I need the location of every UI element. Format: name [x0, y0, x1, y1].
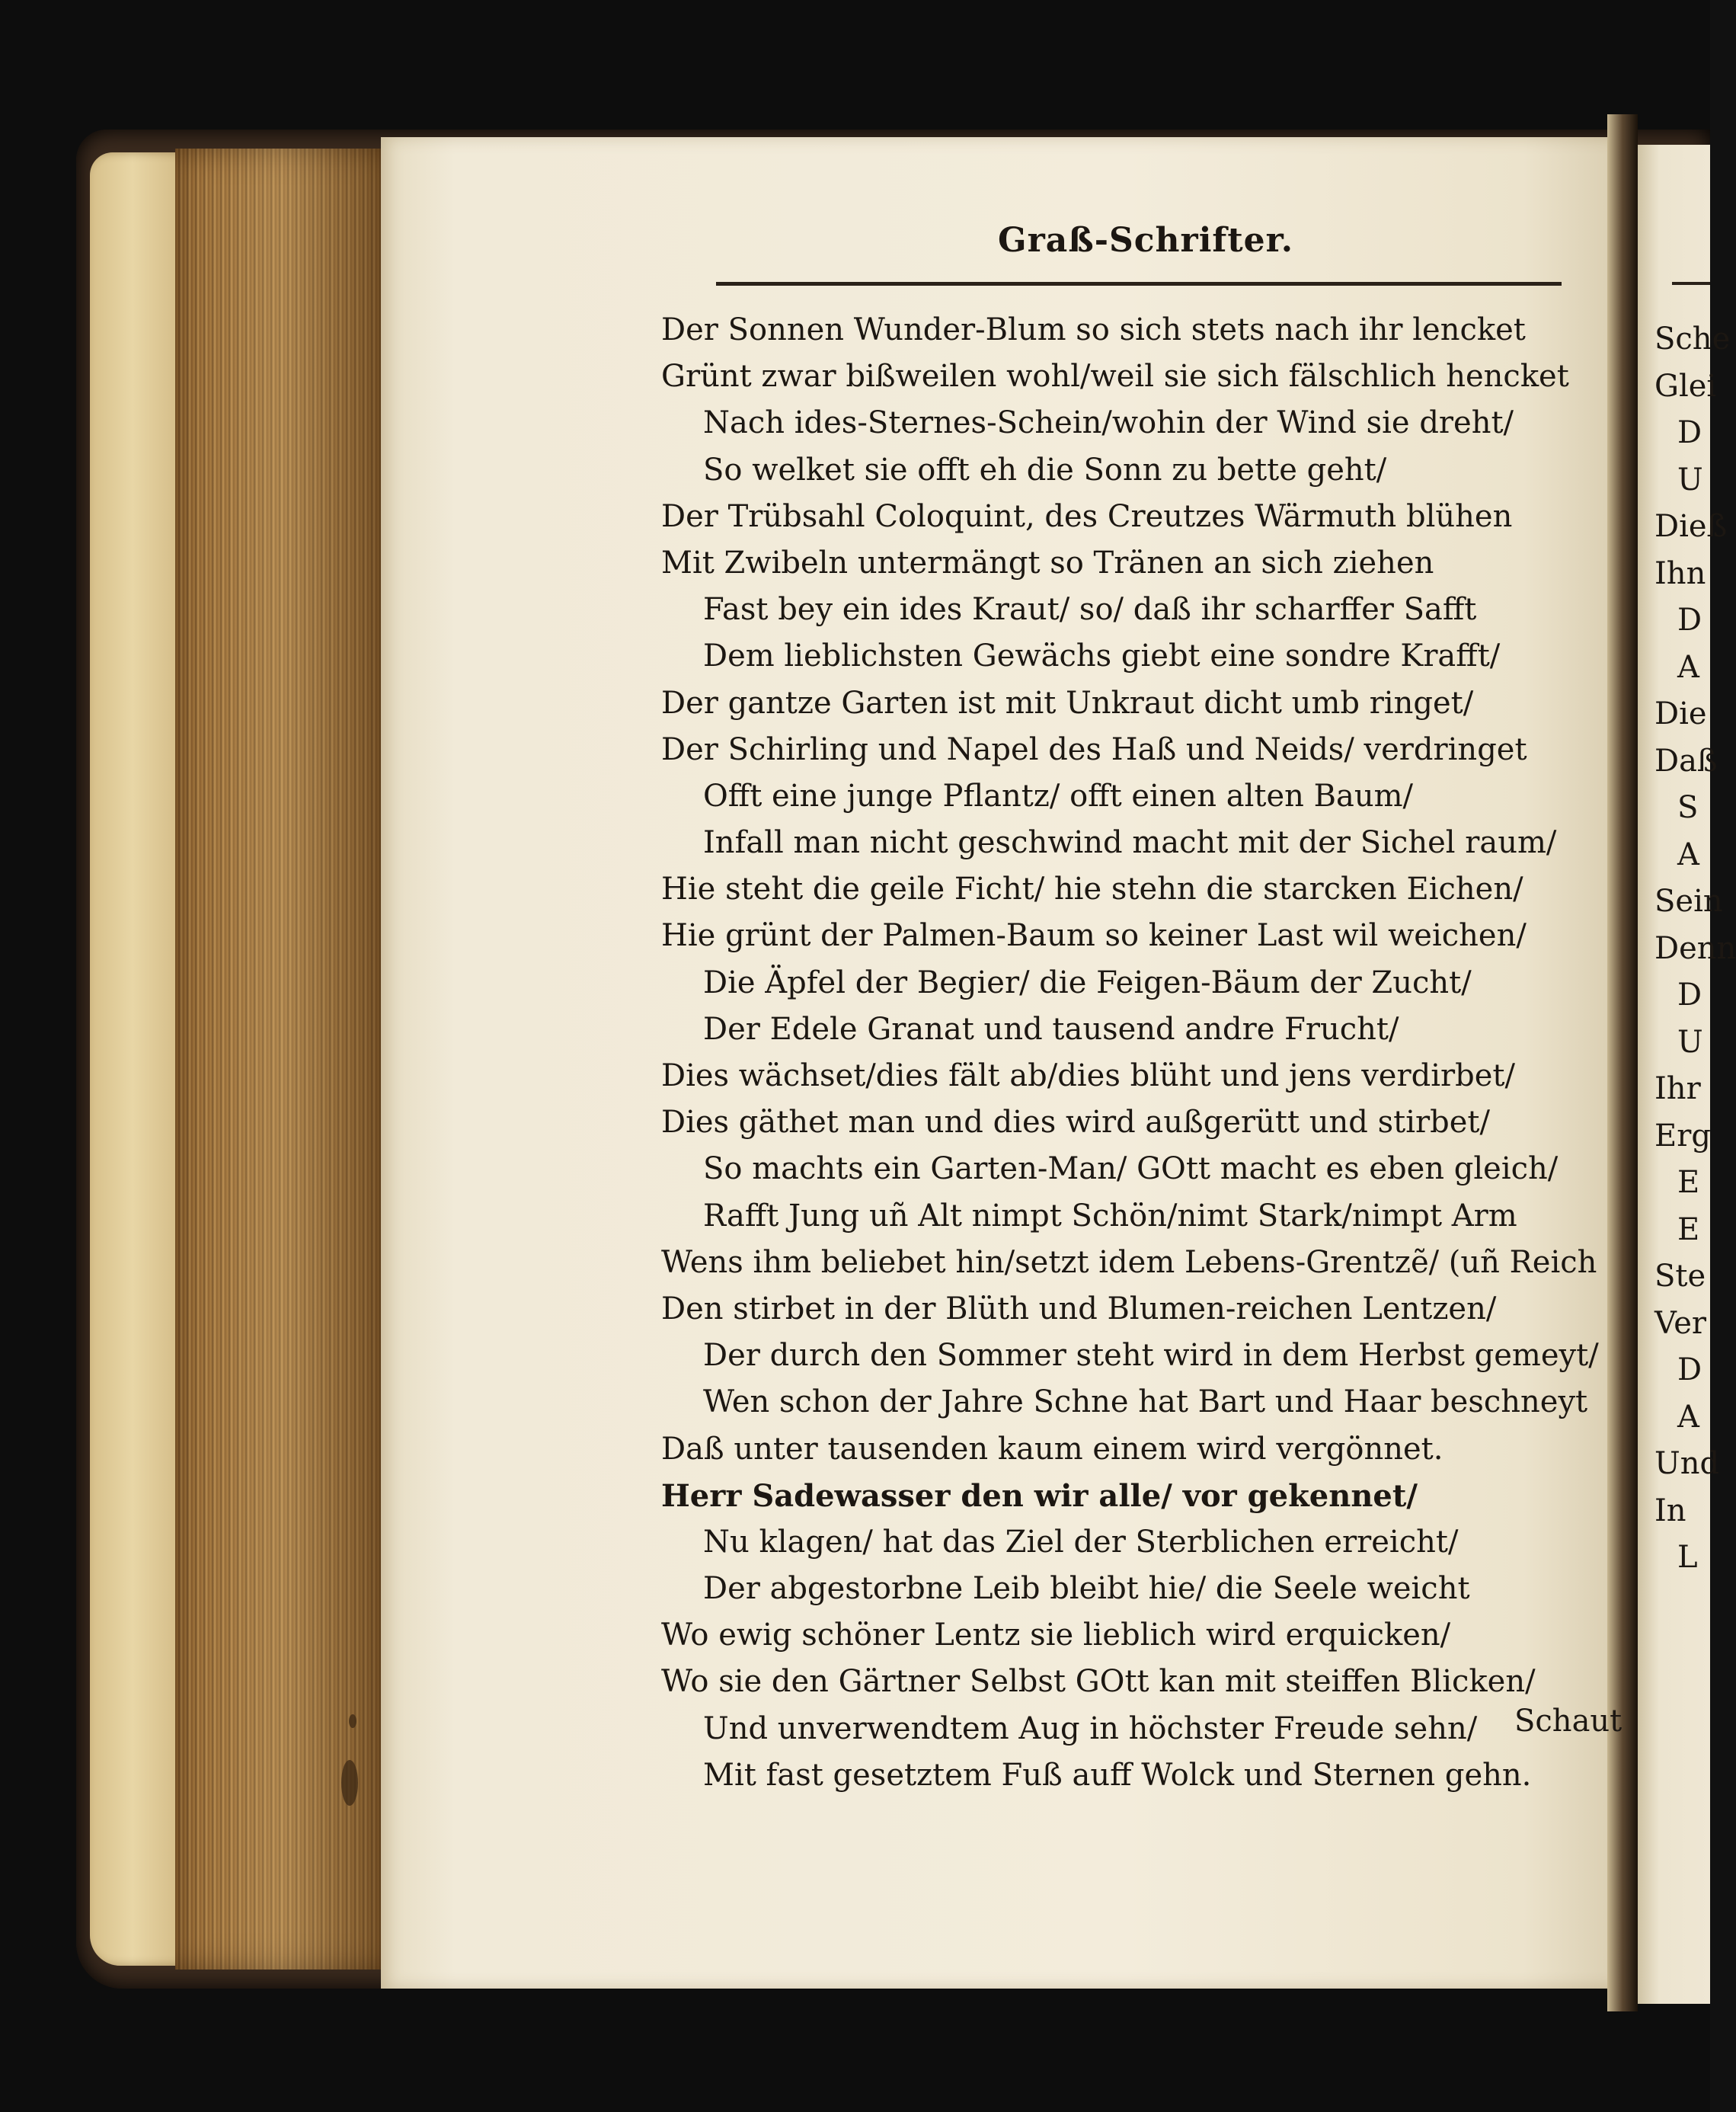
facing-page-text [1654, 316, 1736, 1582]
poem-line: Der Trübsahl Coloquint, des Creutzes Wärmuth blühen [661, 498, 1513, 534]
poem-line: Der Edele Granat und tausend andre Frucht/ [703, 1011, 1399, 1047]
poem-line: Der abgestorbne Leib bleibt hie/ die Seele weicht [703, 1571, 1470, 1607]
poem-line: Rafft Jung uñ Alt nimpt Schön/nimt Stark/nimpt Arm [703, 1198, 1517, 1234]
facing-page-line: L [1677, 1540, 1698, 1575]
facing-page-line: Ihr [1654, 1071, 1701, 1106]
facing-page-line: Denn [1654, 930, 1736, 966]
facing-page-line: A [1677, 837, 1699, 872]
facing-page-line: D [1677, 415, 1702, 450]
poem-line: Der durch den Sommer steht wird in dem Herbst gemeyt/ [703, 1338, 1599, 1374]
poem-line: So welket sie offt eh die Sonn zu bette geht/ [703, 452, 1387, 488]
head-rule [716, 282, 1562, 286]
facing-page-line: A [1677, 1399, 1699, 1435]
facing-page-line: D [1677, 978, 1702, 1013]
poem-line: Der gantze Garten ist mit Unkraut dicht umb ringet/ [661, 685, 1474, 721]
ink-stain [349, 1714, 356, 1728]
poem-line: Nu klagen/ hat das Ziel der Sterblichen erreicht/ [703, 1524, 1459, 1560]
poem-line: Der Sonnen Wunder-Blum so sich stets nach ihr lencket [661, 312, 1526, 347]
poem-line: Wens ihm beliebet hin/setzt idem Lebens-Grentzẽ/ (uñ Reich [661, 1244, 1597, 1280]
poem-line: Und unverwendtem Aug in höchster Freude sehn/ [703, 1710, 1478, 1746]
poem-line: Wo sie den Gärtner Selbst GOtt kan mit steiffen Blicken/ [661, 1664, 1536, 1700]
facing-page-line: Ste [1654, 1259, 1706, 1294]
poem-line: Mit fast gesetztem Fuß auff Wolck und Sternen gehn. [703, 1757, 1532, 1793]
facing-page-line: Sein [1654, 884, 1723, 919]
poem-line: Daß unter tausenden kaum einem wird vergönnet. [661, 1431, 1443, 1467]
facing-page-line: D [1677, 1352, 1702, 1387]
poem-line: Dem lieblichsten Gewächs giebt eine sondre Krafft/ [703, 638, 1501, 674]
poem-line: Fast bey ein ides Kraut/ so/ daß ihr scharffer Safft [703, 592, 1477, 628]
poem-line: Hie grünt der Palmen-Baum so keiner Last wil weichen/ [661, 918, 1527, 954]
poem-text [661, 307, 1606, 1799]
poem-line: Dies wächset/dies fält ab/dies blüht und jens verdirbet/ [661, 1058, 1515, 1093]
facing-page-line: D [1677, 603, 1702, 638]
poem-line: Hie steht die geile Ficht/ hie stehn die starcken Eichen/ [661, 872, 1523, 907]
facing-page-line: Ihn [1654, 555, 1706, 591]
facing-page-line: U [1677, 462, 1703, 498]
facing-page-line: Und [1654, 1446, 1720, 1481]
running-head: Graß-Schrifter. [998, 221, 1294, 260]
facing-page-line: Daß [1654, 743, 1718, 779]
poem-line: So machts ein Garten-Man/ GOtt macht es eben gleich/ [703, 1151, 1559, 1187]
poem-line: Nach ides-Sternes-Schein/wohin der Wind sie dreht/ [703, 405, 1514, 441]
poem-line: Die Äpfel der Begier/ die Feigen-Bäum der Zucht/ [703, 965, 1472, 1000]
poem-line: Offt eine junge Pflantz/ offt einen alten Baum/ [703, 778, 1414, 814]
poem-line: Wo ewig schöner Lentz sie lieblich wird erquicken/ [661, 1618, 1451, 1653]
facing-page-line: Erg [1654, 1118, 1711, 1154]
poem-line: Grünt zwar bißweilen wohl/weil sie sich fälschlich hencket [661, 359, 1569, 395]
poem-line: Dies gäthet man und dies wird außgerütt und stirbet/ [661, 1105, 1490, 1141]
facing-page-line: E [1677, 1165, 1700, 1200]
facing-page-line: S [1677, 790, 1699, 825]
facing-page-line: U [1677, 1024, 1703, 1060]
facing-page-line: Die [1654, 696, 1707, 731]
facing-page-line: Glei [1654, 368, 1717, 404]
facing-page-line: Dieß [1654, 509, 1728, 544]
facing-page-line: E [1677, 1211, 1700, 1247]
poem-line: Der Schirling und Napel des Haß und Neids/ verdringet [661, 731, 1527, 767]
facing-page-line: A [1677, 649, 1699, 685]
ink-stain [341, 1760, 358, 1806]
poem-line: Mit Zwibeln untermängt so Tränen an sich ziehen [661, 545, 1434, 581]
poem-line: Wen schon der Jahre Schne hat Bart und Haar beschneyt [703, 1384, 1588, 1420]
facing-page-line: In [1654, 1493, 1686, 1528]
facing-page-line: Ver [1654, 1305, 1707, 1341]
facing-page-line: Sche [1654, 322, 1731, 357]
poem-line: Herr Sadewasser den wir alle/ vor gekennet/ [661, 1477, 1418, 1514]
catchword: Schaut [1514, 1704, 1623, 1739]
page-block-shading [175, 149, 388, 1970]
poem-line: Den stirbet in der Blüth und Blumen-reichen Lentzen/ [661, 1291, 1497, 1326]
poem-line: Infall man nicht geschwind macht mit der Sichel raum/ [703, 825, 1557, 861]
facing-page-rule [1672, 282, 1710, 285]
